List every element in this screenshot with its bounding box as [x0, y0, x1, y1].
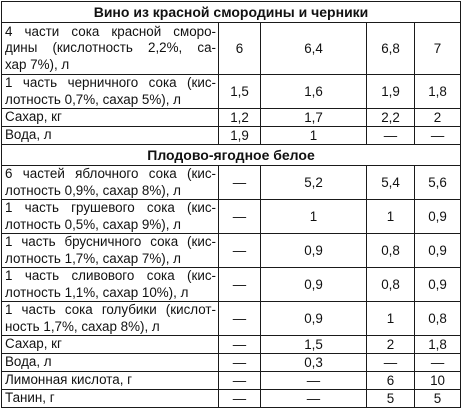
ingredient-name-line: 1 часть черничного сока (кис-: [5, 75, 216, 90]
variant-1-value-cell: —: [219, 200, 261, 234]
recipe-table: [1, 1, 461, 408]
section-title: Плодово-ягодное белое: [2, 145, 461, 166]
ingredient-name-cell: [2, 372, 219, 390]
variant-4-value-cell: 0,8: [415, 302, 461, 336]
variant-1-value-cell: —: [219, 354, 261, 372]
variant-3-value-cell: 2,2: [367, 109, 415, 127]
ingredient-name-line: дины (кислотность 2,2%, са-: [5, 40, 216, 56]
variant-3-value-cell: 5,4: [367, 166, 415, 200]
ingredient-name-line: 1 часть грушевого сока (кис-: [5, 200, 216, 215]
ingredient-name-cell: [2, 390, 219, 408]
table-row: [2, 268, 461, 302]
variant-3-value-cell: 1: [367, 302, 415, 336]
variant-4-value-cell: 1,8: [415, 75, 461, 109]
variant-3-value-cell: 5: [367, 390, 415, 408]
variant-4-value-cell: —: [415, 354, 461, 372]
variant-2-value-cell: —: [261, 372, 367, 390]
variant-4-value-cell: 0,9: [415, 234, 461, 268]
variant-3-value-cell: 1: [367, 200, 415, 234]
ingredient-name-cell: [2, 302, 219, 336]
variant-1-value-cell: —: [219, 336, 261, 354]
variant-4-value-cell: 0,9: [415, 268, 461, 302]
table-row: [2, 127, 461, 145]
variant-1-value-cell: —: [219, 234, 261, 268]
ingredient-name-cell: [2, 234, 219, 268]
ingredient-name-cell: [2, 200, 219, 234]
section-header-row: [2, 2, 461, 23]
table-row: [2, 109, 461, 127]
ingredient-name-line: 4 части сока красной сморо-: [5, 23, 216, 39]
variant-2-value-cell: 0,9: [261, 302, 367, 336]
variant-2-value-cell: 1: [261, 200, 367, 234]
ingredient-name-line: лотность 0,9%, сахар 8%), л: [5, 182, 181, 198]
table-row: [2, 23, 461, 75]
ingredient-name-line: лотность 1,1%, сахар 10%), л: [5, 284, 189, 300]
variant-1-value-cell: 6: [219, 23, 261, 75]
variant-3-value-cell: 6,8: [367, 23, 415, 75]
variant-1-value-cell: —: [219, 302, 261, 336]
variant-1-value-cell: —: [219, 268, 261, 302]
table-row: [2, 372, 461, 390]
ingredient-name-line: лотность 1,7%, сахар 7%), л: [5, 250, 181, 266]
ingredient-name-cell: [2, 354, 219, 372]
table-row: [2, 200, 461, 234]
ingredient-name-line: 1 часть сливового сока (кис-: [5, 268, 216, 283]
ingredient-name-line: лотность 0,5%, сахар 9%), л: [5, 216, 181, 232]
ingredient-name-cell: [2, 268, 219, 302]
variant-4-value-cell: 1,8: [415, 336, 461, 354]
variant-3-value-cell: —: [367, 354, 415, 372]
table-row: [2, 75, 461, 109]
variant-2-value-cell: 1,5: [261, 336, 367, 354]
table-row: [2, 234, 461, 268]
table-row: [2, 336, 461, 354]
table-row: [2, 166, 461, 200]
variant-2-value-cell: —: [261, 390, 367, 408]
variant-4-value-cell: 2: [415, 109, 461, 127]
recipe-table-body: [2, 2, 461, 408]
ingredient-name-line: Вода, л: [5, 127, 52, 143]
variant-1-value-cell: —: [219, 390, 261, 408]
ingredient-name-line: Сахар, кг: [5, 336, 62, 352]
variant-2-value-cell: 1,6: [261, 75, 367, 109]
ingredient-name-line: 6 частей яблочного сока (кис-: [5, 166, 216, 181]
ingredient-name-line: 1 часть сока голубики (кислот-: [5, 302, 216, 317]
variant-2-value-cell: 0,3: [261, 354, 367, 372]
variant-2-value-cell: 1,7: [261, 109, 367, 127]
section-header-row: [2, 145, 461, 166]
ingredient-name-line: 1 часть брусничного сока (кис-: [5, 234, 216, 249]
variant-3-value-cell: 0,8: [367, 234, 415, 268]
table-row: [2, 354, 461, 372]
variant-4-value-cell: 10: [415, 372, 461, 390]
variant-1-value-cell: 1,5: [219, 75, 261, 109]
variant-4-value-cell: 5,6: [415, 166, 461, 200]
ingredient-name-cell: [2, 75, 219, 109]
ingredient-name-line: Сахар, кг: [5, 109, 62, 125]
variant-3-value-cell: 6: [367, 372, 415, 390]
ingredient-name-cell: [2, 166, 219, 200]
variant-3-value-cell: 0,8: [367, 268, 415, 302]
ingredient-name-line: Танин, г: [5, 390, 55, 406]
ingredient-name-line: Вода, л: [5, 354, 52, 370]
variant-3-value-cell: 2: [367, 336, 415, 354]
variant-4-value-cell: 5: [415, 390, 461, 408]
variant-2-value-cell: 5,2: [261, 166, 367, 200]
variant-2-value-cell: 1: [261, 127, 367, 145]
variant-2-value-cell: 0,9: [261, 268, 367, 302]
section-title: Вино из красной смородины и черники: [2, 2, 461, 23]
ingredient-name-cell: [2, 127, 219, 145]
variant-2-value-cell: 0,9: [261, 234, 367, 268]
ingredient-name-cell: [2, 336, 219, 354]
variant-3-value-cell: —: [367, 127, 415, 145]
ingredient-name-line: лотность 0,7%, сахар 5%), л: [5, 91, 181, 107]
variant-2-value-cell: 6,4: [261, 23, 367, 75]
ingredient-name-cell: [2, 23, 219, 75]
variant-1-value-cell: —: [219, 372, 261, 390]
ingredient-name-line: хар 7%), л: [5, 56, 70, 72]
variant-1-value-cell: 1,2: [219, 109, 261, 127]
ingredient-name-cell: [2, 109, 219, 127]
variant-4-value-cell: —: [415, 127, 461, 145]
ingredient-name-line: ность 1,7%, сахар 8%), л: [5, 318, 160, 334]
variant-1-value-cell: 1,9: [219, 127, 261, 145]
table-row: [2, 390, 461, 408]
variant-4-value-cell: 7: [415, 23, 461, 75]
ingredient-name-line: Лимонная кислота, г: [5, 372, 133, 388]
variant-3-value-cell: 1,9: [367, 75, 415, 109]
table-row: [2, 302, 461, 336]
variant-1-value-cell: —: [219, 166, 261, 200]
variant-4-value-cell: 0,9: [415, 200, 461, 234]
